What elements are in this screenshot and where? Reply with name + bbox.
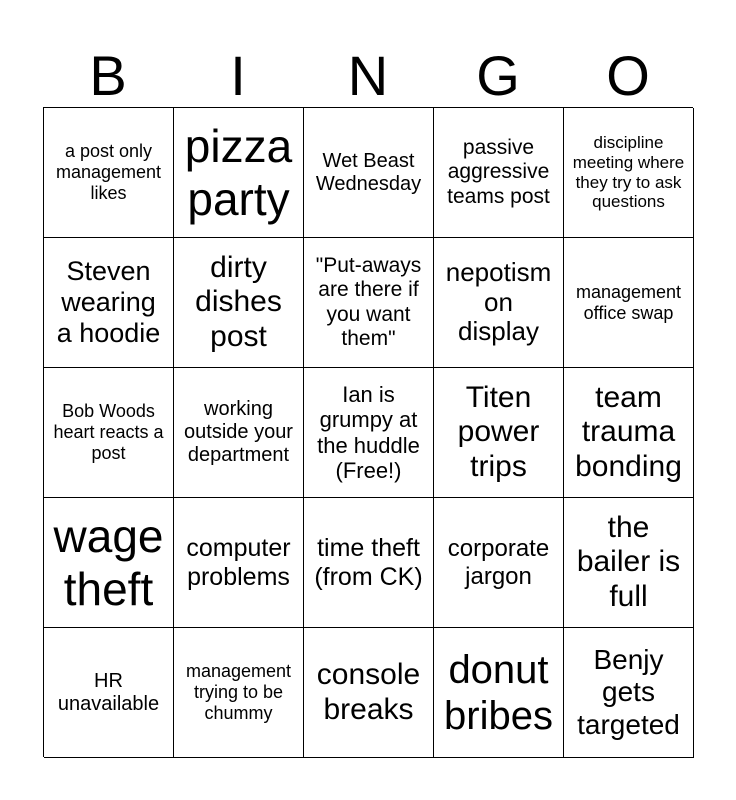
bingo-cell-text: HR unavailable [57, 669, 160, 715]
bingo-card-grid [43, 107, 693, 757]
bingo-header [43, 44, 693, 108]
bingo-cell[interactable] [174, 238, 304, 368]
header-letter-n: N [347, 44, 389, 107]
bingo-cell-text: nepotism on display [445, 256, 552, 347]
bingo-cell[interactable] [44, 238, 174, 368]
bingo-cell[interactable] [304, 368, 434, 498]
header-letter-b: B [89, 44, 127, 107]
bingo-cell[interactable] [434, 108, 564, 238]
bingo-cell-text: computer problems [186, 533, 291, 591]
bingo-cell-text: dirty dishes post [195, 250, 282, 353]
bingo-cell[interactable] [174, 108, 304, 238]
bingo-cell[interactable] [434, 368, 564, 498]
bingo-cell-text: donut bribes [444, 647, 553, 738]
bingo-cell[interactable] [434, 628, 564, 758]
bingo-cell[interactable] [44, 498, 174, 628]
bingo-cell[interactable] [564, 498, 694, 628]
bingo-cell[interactable] [44, 368, 174, 498]
bingo-cell[interactable] [564, 108, 694, 238]
bingo-cell-text: a post only management likes [55, 141, 162, 203]
bingo-cell[interactable] [304, 498, 434, 628]
bingo-cell[interactable] [44, 628, 174, 758]
bingo-cell-text: passive aggressive teams post [447, 136, 550, 208]
bingo-cell-text: "Put-aways are there if you want them" [315, 254, 422, 350]
bingo-cell-text: corporate jargon [447, 534, 550, 590]
bingo-cell[interactable] [304, 238, 434, 368]
bingo-cell-text: Benjy gets targeted [577, 644, 680, 740]
bingo-cell[interactable] [434, 238, 564, 368]
bingo-cell[interactable] [174, 498, 304, 628]
header-letter-i: I [230, 44, 246, 107]
bingo-cell-text: Titen power trips [457, 380, 540, 483]
bingo-cell-text: management trying to be chummy [185, 661, 292, 723]
bingo-cell-text: Wet Beast Wednesday [315, 149, 422, 195]
bingo-cell[interactable] [564, 238, 694, 368]
bingo-cell[interactable] [564, 368, 694, 498]
bingo-cell-text: discipline meeting where they try to ask questions [572, 133, 685, 212]
bingo-cell-text: team trauma bonding [575, 380, 682, 483]
bingo-cell-text: pizza party [184, 119, 293, 225]
bingo-cell-text: console breaks [316, 658, 421, 726]
bingo-cell-text: Bob Woods heart reacts a post [53, 401, 164, 463]
bingo-cell[interactable] [174, 628, 304, 758]
bingo-cell[interactable] [44, 108, 174, 238]
bingo-cell[interactable] [174, 368, 304, 498]
bingo-cell-text: management office swap [575, 281, 682, 323]
bingo-cell[interactable] [434, 498, 564, 628]
bingo-cell-text: wage theft [53, 509, 164, 615]
header-letter-o: O [606, 44, 650, 107]
bingo-cell-text: time theft (from CK) [314, 533, 423, 591]
bingo-cell[interactable] [564, 628, 694, 758]
bingo-cell-text: Ian is grumpy at the huddle (Free!) [317, 381, 420, 483]
bingo-cell-text: the bailer is full [576, 510, 681, 613]
bingo-cell[interactable] [304, 628, 434, 758]
bingo-cell[interactable] [304, 108, 434, 238]
bingo-cell-text: working outside your department [184, 398, 293, 466]
header-letter-g: G [476, 44, 520, 107]
bingo-cell-text: Steven wearing a hoodie [56, 255, 161, 349]
